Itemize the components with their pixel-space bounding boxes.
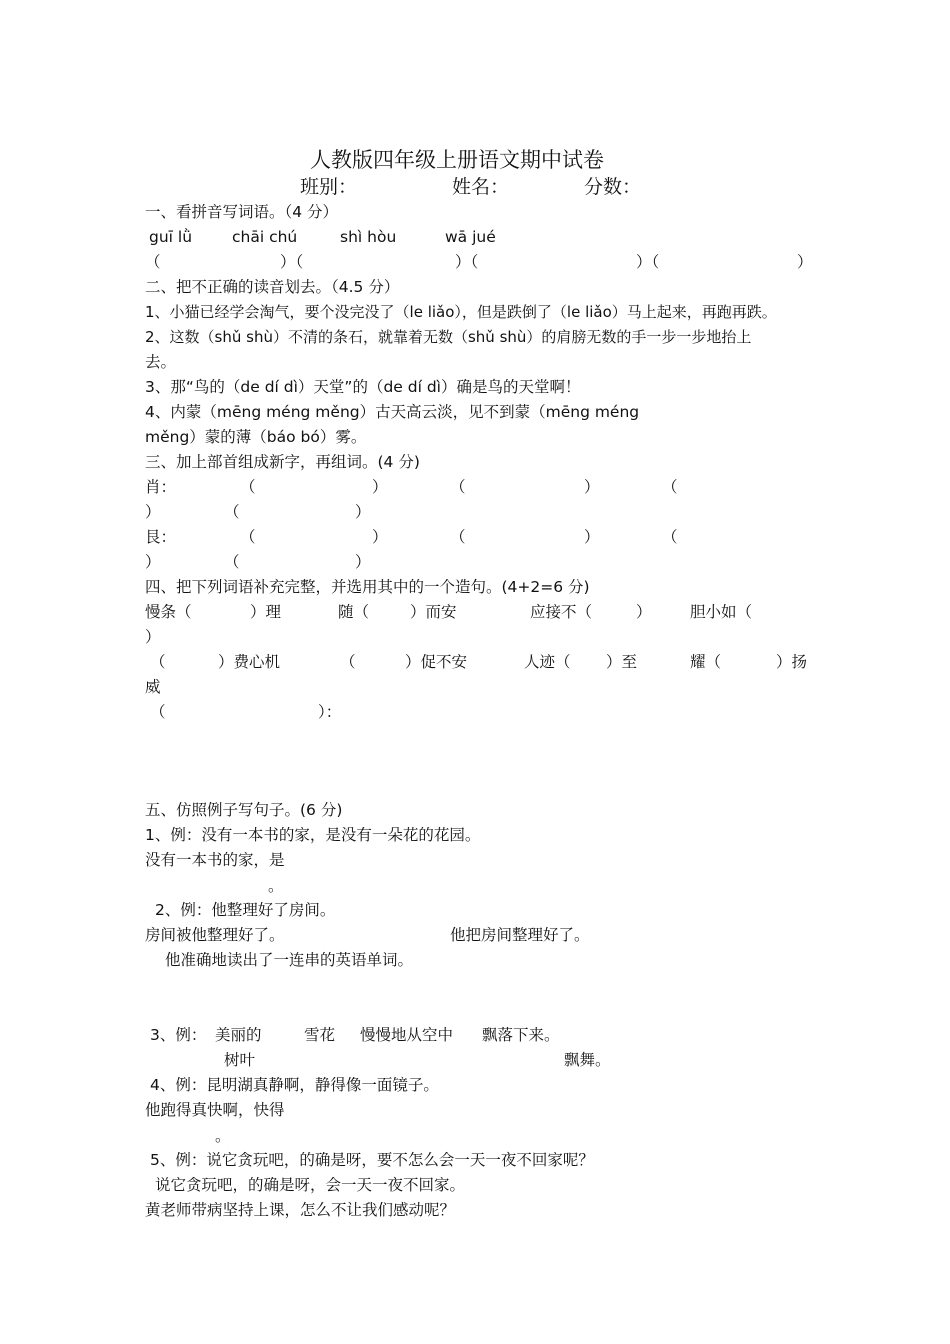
paren-open: （	[224, 503, 240, 521]
idiom-fragment: ）	[636, 603, 652, 621]
example-5-3: 美丽的	[215, 1026, 262, 1044]
idiom-fragment: ）费心机	[218, 653, 281, 671]
section-2-heading: 二、把不正确的读音划去。（4.5 分）	[145, 278, 400, 296]
question-2-1: 1、小猫已经学会淘气，要个没完没了（le liǎo），但是跌倒了（le liǎo）马上起来，再跑再跌。	[145, 303, 777, 321]
pinyin-2: chāi chú	[232, 228, 298, 246]
example-5-3: 3、例：	[150, 1026, 207, 1044]
paren-close: ）	[145, 503, 161, 521]
answer-blank-close: ）	[797, 253, 813, 271]
example-5-1: 1、例：没有一本书的家，是没有一朵花的花园。	[145, 826, 481, 844]
idiom-fragment: 威	[145, 678, 161, 696]
score-label: 分数：	[584, 176, 642, 198]
idiom-fragment: ）促不安	[405, 653, 468, 671]
answer-blank-sep: ）（	[455, 253, 479, 271]
section-3-heading: 三、加上部首组成新字，再组词。(4 分)	[145, 453, 420, 471]
idiom-fragment: 胆小如（	[690, 603, 753, 621]
example-5-2: 2、例：他整理好了房间。	[155, 901, 336, 919]
example-5-3: 飘落下来。	[482, 1026, 560, 1044]
example-5-3: 雪花	[304, 1026, 336, 1044]
section-5-heading: 五、仿照例子写句子。(6 分)	[145, 801, 343, 819]
answer-blank-sep: ）（	[280, 253, 304, 271]
question-2-2-cont: 去。	[145, 353, 177, 371]
example-5-5: 5、例：说它贪玩吧，的确是呀，要不怎么会一天一夜不回家呢？	[150, 1151, 594, 1169]
paren-open: （	[240, 528, 256, 546]
sentence-paren-close: ）：	[318, 703, 342, 721]
prompt-5-2: 他准确地读出了一连串的英语单词。	[165, 951, 414, 969]
paren-close: ）	[355, 503, 371, 521]
idiom-fragment: ）	[145, 628, 161, 646]
paren-open: （	[450, 528, 466, 546]
answer-blank-open: （	[145, 253, 161, 271]
pinyin-1: guī lǜ	[149, 228, 193, 246]
char-xiao: 肖：	[145, 478, 177, 496]
paren-close: ）	[145, 553, 161, 571]
idiom-fragment: （	[150, 653, 166, 671]
period: 。	[268, 877, 284, 895]
name-label: 姓名：	[452, 176, 510, 198]
prompt-5-3-a: 树叶	[224, 1051, 256, 1069]
idiom-fragment: 慢条（	[145, 603, 192, 621]
answer-blank-sep: ）（	[636, 253, 660, 271]
sentence-paren-open: （	[150, 703, 166, 721]
idiom-fragment: 人迹（	[524, 653, 571, 671]
idiom-fragment: ）至	[606, 653, 638, 671]
class-label: 班别：	[300, 176, 358, 198]
idiom-fragment: ）扬	[776, 653, 808, 671]
prompt-5-5: 黄老师带病坚持上课，怎么不让我们感动呢？	[145, 1201, 456, 1219]
pinyin-3: shì hòu	[340, 228, 397, 246]
example-5-2-a: 房间被他整理好了。	[145, 926, 285, 944]
paren-close: ）	[372, 478, 388, 496]
paren-open: （	[662, 528, 678, 546]
prompt-5-1: 没有一本书的家，是	[145, 851, 285, 869]
char-gen: 艮：	[145, 528, 177, 546]
paren-close: ）	[355, 553, 371, 571]
idiom-fragment: （	[340, 653, 356, 671]
paren-open: （	[240, 478, 256, 496]
example-5-3: 慢慢地从空中	[360, 1026, 454, 1044]
paren-open: （	[662, 478, 678, 496]
period: 。	[215, 1127, 231, 1145]
idiom-fragment: 耀（	[690, 653, 722, 671]
idiom-fragment: 随（	[338, 603, 370, 621]
example-5-2-b: 他把房间整理好了。	[450, 926, 590, 944]
prompt-5-4: 他跑得真快啊，快得	[145, 1101, 285, 1119]
section-1-heading: 一、看拼音写词语。（4 分）	[145, 203, 339, 221]
idiom-fragment: ）理	[250, 603, 282, 621]
question-2-4-cont: měng）蒙的薄（báo bó）雾。	[145, 428, 367, 446]
paren-close: ）	[372, 528, 388, 546]
idiom-fragment: 应接不（	[530, 603, 593, 621]
paren-open: （	[450, 478, 466, 496]
idiom-fragment: ）而安	[410, 603, 457, 621]
prompt-5-3-b: 飘舞。	[564, 1051, 611, 1069]
question-2-2: 2、这数（shǔ shù）不清的条石，就靠着无数（shǔ shù）的肩膀无数的手一步一步地抬上	[145, 328, 752, 346]
question-2-3: 3、那“鸟的（de dí dì）天堂”的（de dí dì）确是鸟的天堂啊！	[145, 378, 581, 396]
paren-close: ）	[584, 478, 600, 496]
example-5-4: 4、例：昆明湖真静啊，静得像一面镜子。	[150, 1076, 439, 1094]
question-2-4: 4、内蒙（mēng méng měng）古天高云淡，见不到蒙（mēng méng	[145, 403, 640, 421]
section-4-heading: 四、把下列词语补充完整，并选用其中的一个造句。(4+2=6 分)	[145, 578, 590, 596]
page-title: 人教版四年级上册语文期中试卷	[310, 148, 604, 172]
pinyin-4: wā jué	[445, 228, 496, 246]
example-5-5-b: 说它贪玩吧，的确是呀，会一天一夜不回家。	[155, 1176, 466, 1194]
paren-open: （	[224, 553, 240, 571]
paren-close: ）	[584, 528, 600, 546]
